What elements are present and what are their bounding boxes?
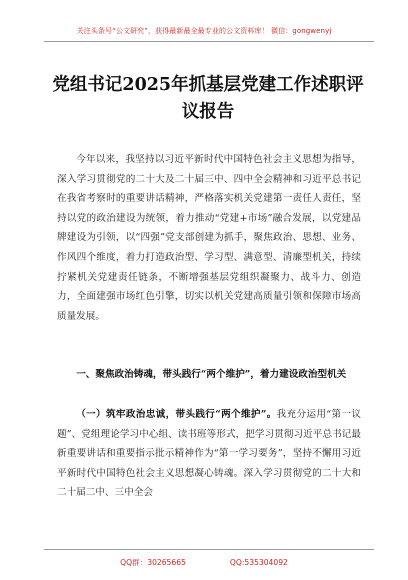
document-title: 党组书记2025年抓基层党建工作述职评议报告 [52, 75, 364, 122]
subsection-1-heading: （一）筑牢政治忠诚，带头践行“两个维护”。 [76, 409, 277, 420]
subsection-1 [57, 405, 361, 503]
header-divider [44, 41, 374, 42]
section-heading-1: 一、聚焦政治铸魂，带头践行“两个维护”，着力建设政治型机关 [76, 369, 347, 380]
subsection-1-text: 我充分运用“第一议题”、党组理论学习中心组、读书班等形式，把学习贯彻习近平总书记最新重要讲话和重要指示批示精神作为“第一学习要务”，坚持不懈用习近平新时代中国特色社会主义思想凝心铸魂。深入学习贯彻党的二十大和二十届二中、三中全会 [57, 409, 361, 499]
footer-divider [44, 549, 374, 550]
intro-paragraph: 今年以来，我坚持以习近平新时代中国特色社会主义思想为指导，深入学习贯彻党的二十大及二十届三中、四中全会精神和习近平总书记在我省考察时的重要讲话精神，严格落实机关党建第一责任人责任，坚持以党的政治建设为统领，着力推动“党建+市场”融合发展，以党建品牌建设为引领，以“四强”党支部创建为抓手，聚焦政治、思想、业务、作风四个维度，着力打造政治型、学习型、满意型、清廉型机关，持续拧紧机关党建责任链条，不断增强基层党组织凝聚力、战斗力、创造力，全面建强市场红色引擎，切实以机关党建高质量引领和保障市场高质量发展。 [57, 154, 361, 322]
footer [0, 557, 408, 568]
header-note: 关注头条号“公文研究”，获得最新最全最专业的公文资料库！ 微信：gongwenyj [76, 27, 332, 35]
footer-qq: QQ:535304092 [229, 558, 288, 567]
footer-qq-group: QQ群：30265665 [120, 558, 186, 567]
